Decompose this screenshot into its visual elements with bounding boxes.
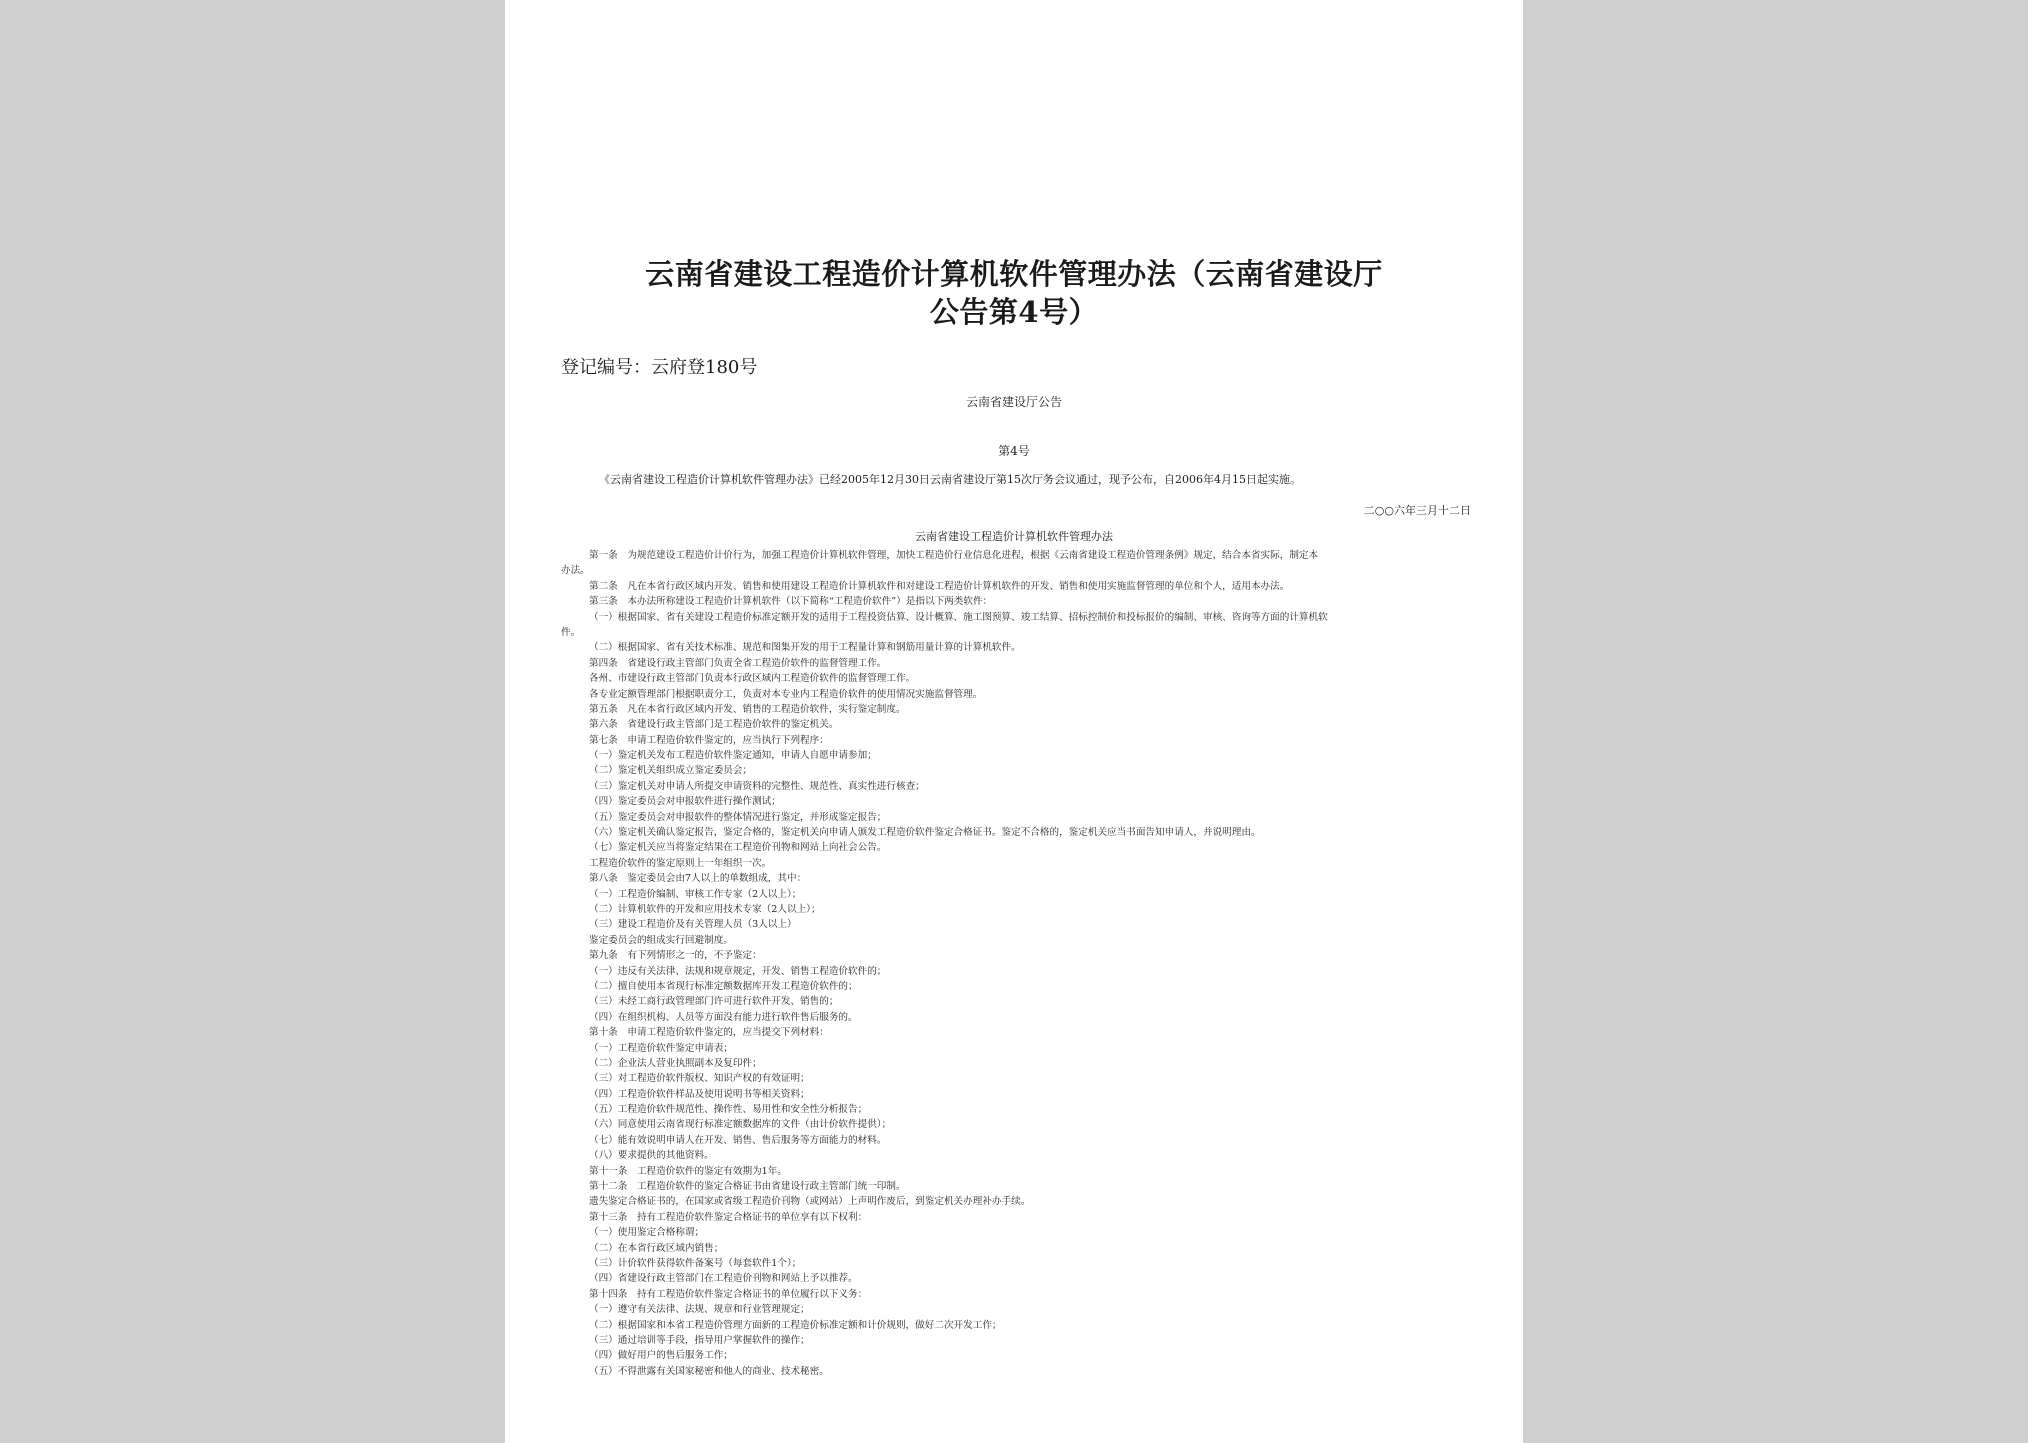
body-line: 件。: [561, 626, 581, 638]
body-line: 各州、市建设行政主管部门负责本行政区域内工程造价软件的监督管理工作。: [589, 673, 916, 685]
document-page: [505, 0, 1523, 1443]
body-line: （三）未经工商行政管理部门许可进行软件开发、销售的；: [589, 996, 839, 1008]
body-line: （一）鉴定机关发布工程造价软件鉴定通知，申请人自愿申请参加；: [589, 750, 877, 762]
intro-paragraph: 《云南省建设工程造价计算机软件管理办法》已经2005年12月30日云南省建设厅第15次厅务会议通过，现予公布，自2006年4月15日起实施。: [599, 473, 1301, 486]
announcement-number: 第4号: [998, 444, 1030, 458]
body-line: 第十一条 工程造价软件的鉴定有效期为1年。: [589, 1165, 787, 1177]
body-line: 办法。: [561, 565, 590, 577]
body-line: （四）做好用户的售后服务工作；: [589, 1350, 733, 1362]
body-line: 鉴定委员会的组成实行回避制度。: [589, 934, 733, 946]
issue-date: 二○○六年三月十二日: [1363, 504, 1471, 517]
body-line: 第十三条 持有工程造价软件鉴定合格证书的单位享有以下权利：: [589, 1211, 868, 1223]
regulation-body: [561, 548, 1477, 1379]
body-line: （六）鉴定机关确认鉴定报告，鉴定合格的，鉴定机关向申请人颁发工程造价软件鉴定合格证书。鉴定不合格的，鉴定机关应当书面告知申请人，并说明理由。: [589, 827, 1261, 839]
body-line: （二）根据国家和本省工程造价管理方面新的工程造价标准定额和计价规则，做好二次开发工作；: [589, 1319, 1002, 1331]
body-line: （二）计算机软件的开发和应用技术专家（2人以上）；: [589, 903, 821, 915]
body-line: （二）鉴定机关组织成立鉴定委员会；: [589, 765, 753, 777]
body-line: （一）根据国家、省有关建设工程造价标准定额开发的适用于工程投资估算、设计概算、施工图预算、竣工结算、招标控制价和投标报价的编制、审核、咨询等方面的计算机软: [589, 611, 1328, 623]
body-line: 第十四条 持有工程造价软件鉴定合格证书的单位履行以下义务：: [589, 1288, 868, 1300]
body-line: 遗失鉴定合格证书的，在国家或省级工程造价刊物（或网站）上声明作废后，到鉴定机关办理补办手续。: [589, 1196, 1031, 1208]
body-line: （二）在本省行政区域内销售；: [589, 1242, 724, 1254]
body-line: （三）对工程造价软件版权、知识产权的有效证明；: [589, 1073, 810, 1085]
body-line: （五）工程造价软件规范性、操作性、易用性和安全性分析报告；: [589, 1104, 868, 1116]
registration-number: 登记编号：云府登180号: [561, 357, 758, 378]
body-line: （一）违反有关法律、法规和规章规定，开发、销售工程造价软件的；: [589, 965, 887, 977]
title-line-1: 云南省建设工程造价计算机软件管理办法（云南省建设厅: [645, 257, 1383, 291]
body-line: 第九条 有下列情形之一的，不予鉴定：: [589, 950, 762, 962]
body-line: （一）使用鉴定合格称谓；: [589, 1227, 705, 1239]
body-line: （四）省建设行政主管部门在工程造价刊物和网站上予以推荐。: [589, 1273, 858, 1285]
body-line: （二）根据国家、省有关技术标准、规范和图集开发的用于工程量计算和钢筋用量计算的计算机软件。: [589, 642, 1021, 654]
body-line: （八）要求提供的其他资料。: [589, 1150, 714, 1162]
body-line: （四）在组织机构、人员等方面没有能力进行软件售后服务的。: [589, 1011, 858, 1023]
body-line: （三）鉴定机关对申请人所提交申请资料的完整性、规范性、真实性进行核查；: [589, 780, 925, 792]
body-line: 第十二条 工程造价软件的鉴定合格证书由省建设行政主管部门统一印制。: [589, 1181, 906, 1193]
body-line: （二）擅自使用本省现行标准定额数据库开发工程造价软件的；: [589, 980, 858, 992]
body-line: （三）建设工程造价及有关管理人员（3人以上）: [589, 919, 797, 931]
body-line: （四）鉴定委员会对申报软件进行操作测试；: [589, 796, 781, 808]
body-line: （四）工程造价软件样品及使用说明书等相关资料；: [589, 1088, 810, 1100]
body-line: 各专业定额管理部门根据职责分工，负责对本专业内工程造价软件的使用情况实施监督管理。: [589, 688, 983, 700]
regulation-title: 云南省建设工程造价计算机软件管理办法: [915, 530, 1113, 543]
document-title: [545, 255, 1483, 331]
body-line: 第八条 鉴定委员会由7人以上的单数组成，其中：: [589, 873, 807, 885]
body-line: （一）工程造价编制、审核工作专家（2人以上）；: [589, 888, 802, 900]
body-line: 第十条 申请工程造价软件鉴定的，应当提交下列材料：: [589, 1027, 829, 1039]
issuer-heading: 云南省建设厅公告: [965, 395, 1062, 409]
body-line: （五）鉴定委员会对申报软件的整体情况进行鉴定，并形成鉴定报告；: [589, 811, 887, 823]
body-line: （二）企业法人营业执照副本及复印件；: [589, 1057, 762, 1069]
body-line: （一）工程造价软件鉴定申请表；: [589, 1042, 733, 1054]
body-line: （七）鉴定机关应当将鉴定结果在工程造价刊物和网站上向社会公告。: [589, 842, 887, 854]
body-line: 第四条 省建设行政主管部门负责全省工程造价软件的监督管理工作。: [589, 657, 887, 669]
body-line: （三）通过培训等手段，指导用户掌握软件的操作；: [589, 1334, 810, 1346]
body-line: 第五条 凡在本省行政区域内开发、销售的工程造价软件，实行鉴定制度。: [589, 703, 906, 715]
body-line: 第七条 申请工程造价软件鉴定的，应当执行下列程序：: [589, 734, 829, 746]
body-line: 第六条 省建设行政主管部门是工程造价软件的鉴定机关。: [589, 719, 839, 731]
body-line: 第二条 凡在本省行政区域内开发、销售和使用建设工程造价计算机软件和对建设工程造价计算机软件的开发、销售和使用实施监督管理的单位和个人，适用本办法。: [589, 580, 1290, 592]
body-line: （七）能有效说明申请人在开发、销售、售后服务等方面能力的材料。: [589, 1134, 887, 1146]
body-line: 第三条 本办法所称建设工程造价计算机软件（以下简称“工程造价软件”）是指以下两类软件：: [589, 596, 993, 608]
body-line: （六）同意使用云南省现行标准定额数据库的文件（由计价软件提供）；: [589, 1119, 892, 1131]
body-line: 工程造价软件的鉴定原则上一年组织一次。: [589, 857, 772, 869]
title-line-2: 公告第4号）: [929, 295, 1099, 329]
body-line: （三）计价软件获得软件备案号（每套软件1个）；: [589, 1257, 802, 1269]
body-line: （五）不得泄露有关国家秘密和他人的商业、技术秘密。: [589, 1365, 829, 1377]
body-line: 第一条 为规范建设工程造价计价行为，加强工程造价计算机软件管理，加快工程造价行业信息化进程，根据《云南省建设工程造价管理条例》规定，结合本省实际，制定本: [589, 550, 1319, 561]
body-line: （一）遵守有关法律、法规、规章和行业管理规定；: [589, 1304, 810, 1316]
